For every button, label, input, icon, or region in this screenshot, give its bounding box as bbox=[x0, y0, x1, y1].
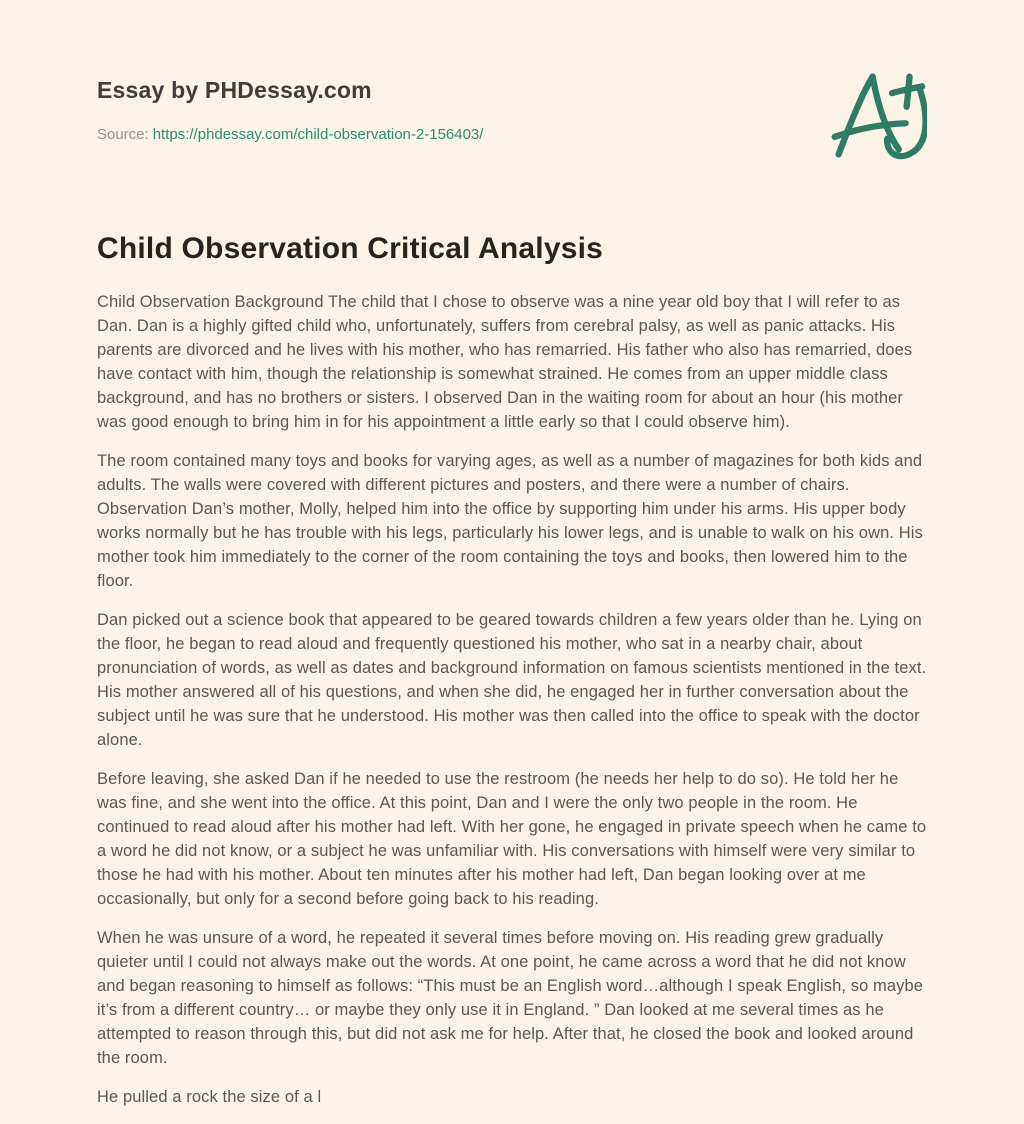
source-label: Source: bbox=[97, 126, 149, 143]
essay-paragraph: He pulled a rock the size of a l bbox=[97, 1088, 322, 1106]
essay-paragraph: When he was unsure of a word, he repeated it several times before moving on. His reading grew gradually quieter until I could not always make out the words. At one point, he came across a word that he did not know and began reasoning to himself as follows: “This must be an English word…although I speak English, so maybe it’s from a different country… or maybe they only use it in England. ” Dan looked at me several times as he attempted to reason through this, but did not ask me for help. After that, he closed the book and looked around the room. bbox=[97, 929, 924, 1067]
page-header bbox=[97, 0, 927, 166]
phdessay-a-plus-logo-icon bbox=[825, 64, 927, 166]
essay-body bbox=[97, 290, 927, 1109]
essay-paragraph: The room contained many toys and books for varying ages, as well as a number of magazines for both kids and adults. The walls were covered with different pictures and posters, and there were a number of chairs. Observation Dan’s mother, Molly, helped him into the office by supporting him under his arms. His upper body works normally but he has trouble with his legs, particularly his lower legs, and is unable to walk on his own. His mother took him immediately to the corner of the room containing the toys and books, then lowered him to the floor. bbox=[97, 452, 923, 590]
site-title: Essay by PHDessay.com bbox=[97, 77, 372, 103]
essay-paragraph: Child Observation Background The child that I chose to observe was a nine year old boy that I will refer to as Dan. Dan is a highly gifted child who, unfortunately, suffers from cerebral palsy, as well as panic attacks. His parents are divorced and he lives with his mother, who has remarried. His father who also has remarried, does have contact with him, though the relationship is somewhat strained. He comes from an upper middle class background, and has no brothers or sisters. I observed Dan in the waiting room for about an hour (his mother was good enough to bring him in for his appointment a little early so that I could observe him). bbox=[97, 293, 913, 431]
essay-title: Child Observation Critical Analysis bbox=[97, 232, 604, 265]
source-link[interactable]: https://phdessay.com/child-observation-2-156403/ bbox=[152, 126, 484, 143]
essay-paragraph: Before leaving, she asked Dan if he needed to use the restroom (he needs her help to do so). He told her he was fine, and she went into the office. At this point, Dan and I were the only two people in the room. He continued to read aloud after his mother had left. With her gone, he engaged in private speech when he came to a word he did not know, or a subject he was unfamiliar with. His conversations with himself were very similar to those he had with his mother. About ten minutes after his mother had left, Dan began looking over at me occasionally, but only for a second before going back to his reading. bbox=[97, 770, 927, 908]
essay-content bbox=[97, 230, 927, 1109]
source-line bbox=[97, 125, 483, 144]
header-text-block bbox=[97, 64, 483, 144]
essay-paragraph: Dan picked out a science book that appeared to be geared towards children a few years older than he. Lying on the floor, he began to read aloud and frequently questioned his mother, who sat in a nearby chair, about pronunciation of words, as well as dates and background information on famous scientists mentioned in the text. His mother answered all of his questions, and when she did, he engaged her in further conversation about the subject until he was sure that he understood. His mother was then called into the office to speak with the doctor alone. bbox=[97, 611, 927, 749]
